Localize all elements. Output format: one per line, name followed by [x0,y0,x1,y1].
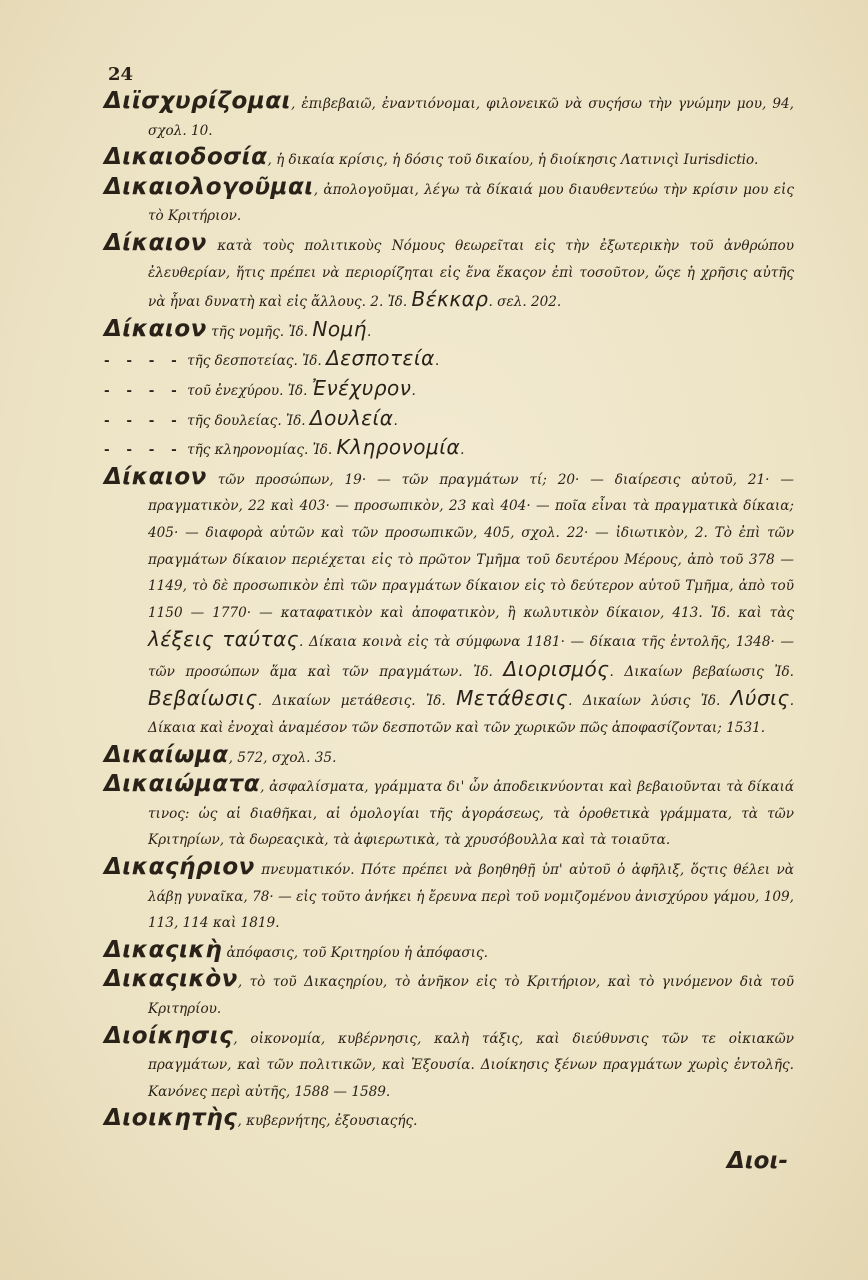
dictionary-entry [104,88,794,144]
entry-text: τῆς δεσποτείας. Ἰδ. [182,353,327,370]
entry-text: . Δίκαια καὶ ἐνοχαὶ ἀναμέσον τῶν δεσποτῶν καὶ τῶν χωρικῶν πῶς ἀποφασίζονται; 1531. [148,693,795,737]
dictionary-entry [104,345,794,375]
entry-text: κατὰ τοὺς πολιτικοὺς Νόμους θεωρεῖται εἰς τὴν ἐξωτερικὴν τοῦ ἀνθρώπου ἐλευθερίαν, ἥτις πρέπει νὰ περιορίζηται εἰς ἕνα ἕκαςον ἐπὶ τοσοῦτον, ὥςε ἡ χρῆσις αὐτῆς νὰ ἦναι δυνατὴ καὶ εἰς ἄλλους. 2. Ἰδ. [148,237,794,311]
entry-dash: - - - - [104,382,183,399]
dictionary-entry [104,375,794,405]
entry-reference: λέξεις ταύτας [148,627,300,652]
entry-text: πνευματικόν. Πότε πρέπει νὰ βοηθηθῇ ὑπ' αὐτοῦ ὁ ἀφῆλιξ, ὅςτις θέλει νὰ λάβῃ γυναῖκα, 78· — εἰς τοῦτο ἀνήκει ἡ ἔρευνα περὶ τοῦ νομιζομένου ἀνισχύρου γάμου, 109, 113, 114 καὶ 1819. [148,862,794,932]
entry-dash: - - - - [104,353,183,370]
entry-headword: Δικαιοδοσία [104,144,268,171]
dictionary-entries [104,88,794,1135]
entry-text: , τὸ τοῦ Δικαςηρίου, τὸ ἀνῆκον εἰς τὸ Κριτήριον, καὶ τὸ γινόμενον διὰ τοῦ Κριτηρίου. [148,974,794,1017]
dictionary-entry [104,1105,794,1135]
entry-headword: Δίκαιον [104,315,207,342]
dictionary-entry [104,230,794,316]
entry-text: , κυβερνήτης, ἐξουσιαςής. [237,1113,418,1130]
entry-headword: Δικαςικὸν [104,966,238,993]
entry-text: τῆς δουλείας. Ἰδ. [182,412,310,429]
entry-headword: Διοίκησις [104,1022,234,1049]
entry-headword: Δίκαιον [104,229,207,256]
dictionary-entry [104,434,794,464]
entry-text: τοῦ ἐνεχύρου. Ἰδ. [182,382,312,399]
catchword: Διοι- [726,1148,788,1174]
entry-reference: Μετάθεσις [456,686,569,711]
entry-reference: Ἐνέχυρον [311,375,412,400]
entry-headword: Δίκαιον [104,463,207,490]
entry-reference: Βέκκαρ [411,287,489,312]
dictionary-entry [104,464,794,742]
entry-text: . Δικαίων λύσις Ἰδ. [568,693,731,710]
entry-text: ἀπόφασις, τοῦ Κριτηρίου ἡ ἀπόφασις. [222,944,488,961]
entry-headword: Δικαίωμα [104,741,229,768]
entry-text: τῆς νομῆς. Ἰδ. [206,323,313,340]
entry-headword: Δικαιώματα [104,771,261,798]
entry-text: , ἀπολογοῦμαι, λέγω τὰ δίκαιά μου διαυθεντεύω τὴν κρίσιν μου εἰς τὸ Κριτήριον. [148,181,794,225]
entry-headword: Δικαιολογοῦμαι [104,173,314,200]
entry-text: . [411,382,416,399]
entry-text: . σελ. 202. [488,294,562,311]
entry-headword: Δικαςήριον [104,854,255,881]
entry-text: , ἐπιβεβαιῶ, ἐναντιόνομαι, φιλονεικῶ νὰ συςήσω τὴν γνώμην μου, 94, σχολ. 10. [148,96,794,139]
entry-reference: Βεβαίωσις [148,686,258,711]
dictionary-entry [104,742,794,772]
dictionary-entry [104,966,794,1022]
entry-reference: Δεσποτεία [326,346,435,371]
dictionary-entry [104,937,794,967]
entry-reference: Κληρονομία [336,435,461,460]
entry-headword: Διοικητὴς [104,1105,238,1132]
entry-text: , οἰκονομία, κυβέρνησις, καλὴ τάξις, καὶ διεύθυνσις τῶν τε οἰκιακῶν πραγμάτων, καὶ τῶν πολιτικῶν, καὶ Ἐξουσία. Διοίκησις ξένων πραγμάτων χωρὶς ἐντολῆς. Κανόνες περὶ αὐτῆς, 1588 — 1589. [148,1030,794,1100]
entry-headword: Δικαςικὴ [104,936,223,963]
entry-text: . [393,412,398,429]
entry-text: . Δικαίων βεβαίωσις Ἰδ. [609,663,794,680]
entry-reference: Διορισμός [503,656,610,681]
page-number: 24 [108,64,134,85]
dictionary-entry [104,144,794,174]
entry-text: . Δίκαια κοινὰ εἰς τὰ σύμφωνα 1181· — δίκαια τῆς ἐντολῆς, 1348· — τῶν προσώπων ἅμα καὶ τῶν πραγμάτων. Ἰδ. [148,634,794,680]
entry-text: . [460,442,465,459]
entry-reference: Λύσις [730,686,790,711]
dictionary-entry [104,1023,794,1106]
dictionary-entry [104,405,794,435]
entry-text: . Δικαίων μετάθεσις. Ἰδ. [257,693,457,710]
entry-text: , 572, σχολ. 35. [228,749,337,766]
entry-text: . [434,353,440,370]
entry-dash: - - - - [104,412,183,429]
entry-text: τῶν προσώπων, 19· — τῶν πραγμάτων τί; 20· — διαίρεσις αὐτοῦ, 21· — πραγματικὸν, 22 καὶ 403· — προσωπικὸν, 23 καὶ 404· — ποῖα εἶναι τὰ πραγματικὰ δίκαια; 405· — διαφορὰ αὐτῶν καὶ τῶν προσωπικῶν, 405, σχολ. 22· — ἰδιωτικὸν, 2. Τὸ ἐπὶ τῶν πραγμάτων δίκαιον περιέχεται εἰς τὸ πρῶτον Τμῆμα τοῦ δευτέρου Μέρους, ἀπὸ τοῦ 378 — 1149, τὸ δὲ προσωπικὸν ἐπὶ τῶν πραγμάτων δίκαιον εἰς τὸ δεύτερον αὐτοῦ Τμῆμα, ἀπὸ τοῦ 1150 — 1770· — καταφατικὸν καὶ ἀποφατικὸν, ἢ κωλυτικὸν δίκαιον, 413. Ἰδ. καὶ τὰς [148,471,794,621]
entry-text: , ἡ δικαία κρίσις, ἡ δόσις τοῦ δικαίου, ἡ διοίκησις Λατινιςὶ Iurisdictio. [267,152,759,169]
dictionary-entry [104,771,794,854]
entry-text: . [366,323,372,340]
dictionary-entry [104,316,794,346]
entry-text: τῆς κληρονομίας. Ἰδ. [182,442,337,459]
entry-headword: Διϊσχυρίζομαι [104,88,292,114]
entry-reference: Νομή [312,316,367,341]
entry-dash: - - - - [104,442,183,459]
entry-text: , ἀσφαλίσματα, γράμματα δι' ὧν ἀποδεικνύονται καὶ βεβαιοῦνται τὰ δίκαιά τινος: ὡς αἱ διαθῆκαι, αἱ ὁμολογίαι τῆς ἀγοράσεως, τὰ ὁροθετικὰ γράμματα, τὰ τῶν Κριτηρίων, τὰ δωρεαςικὰ, τὰ ἀφιερωτικὰ, τὰ χρυσόβουλλα καὶ τὰ τοιαῦτα. [148,779,794,849]
entry-reference: Δουλεία [309,405,394,430]
dictionary-entry [104,174,794,230]
dictionary-entry [104,854,794,937]
